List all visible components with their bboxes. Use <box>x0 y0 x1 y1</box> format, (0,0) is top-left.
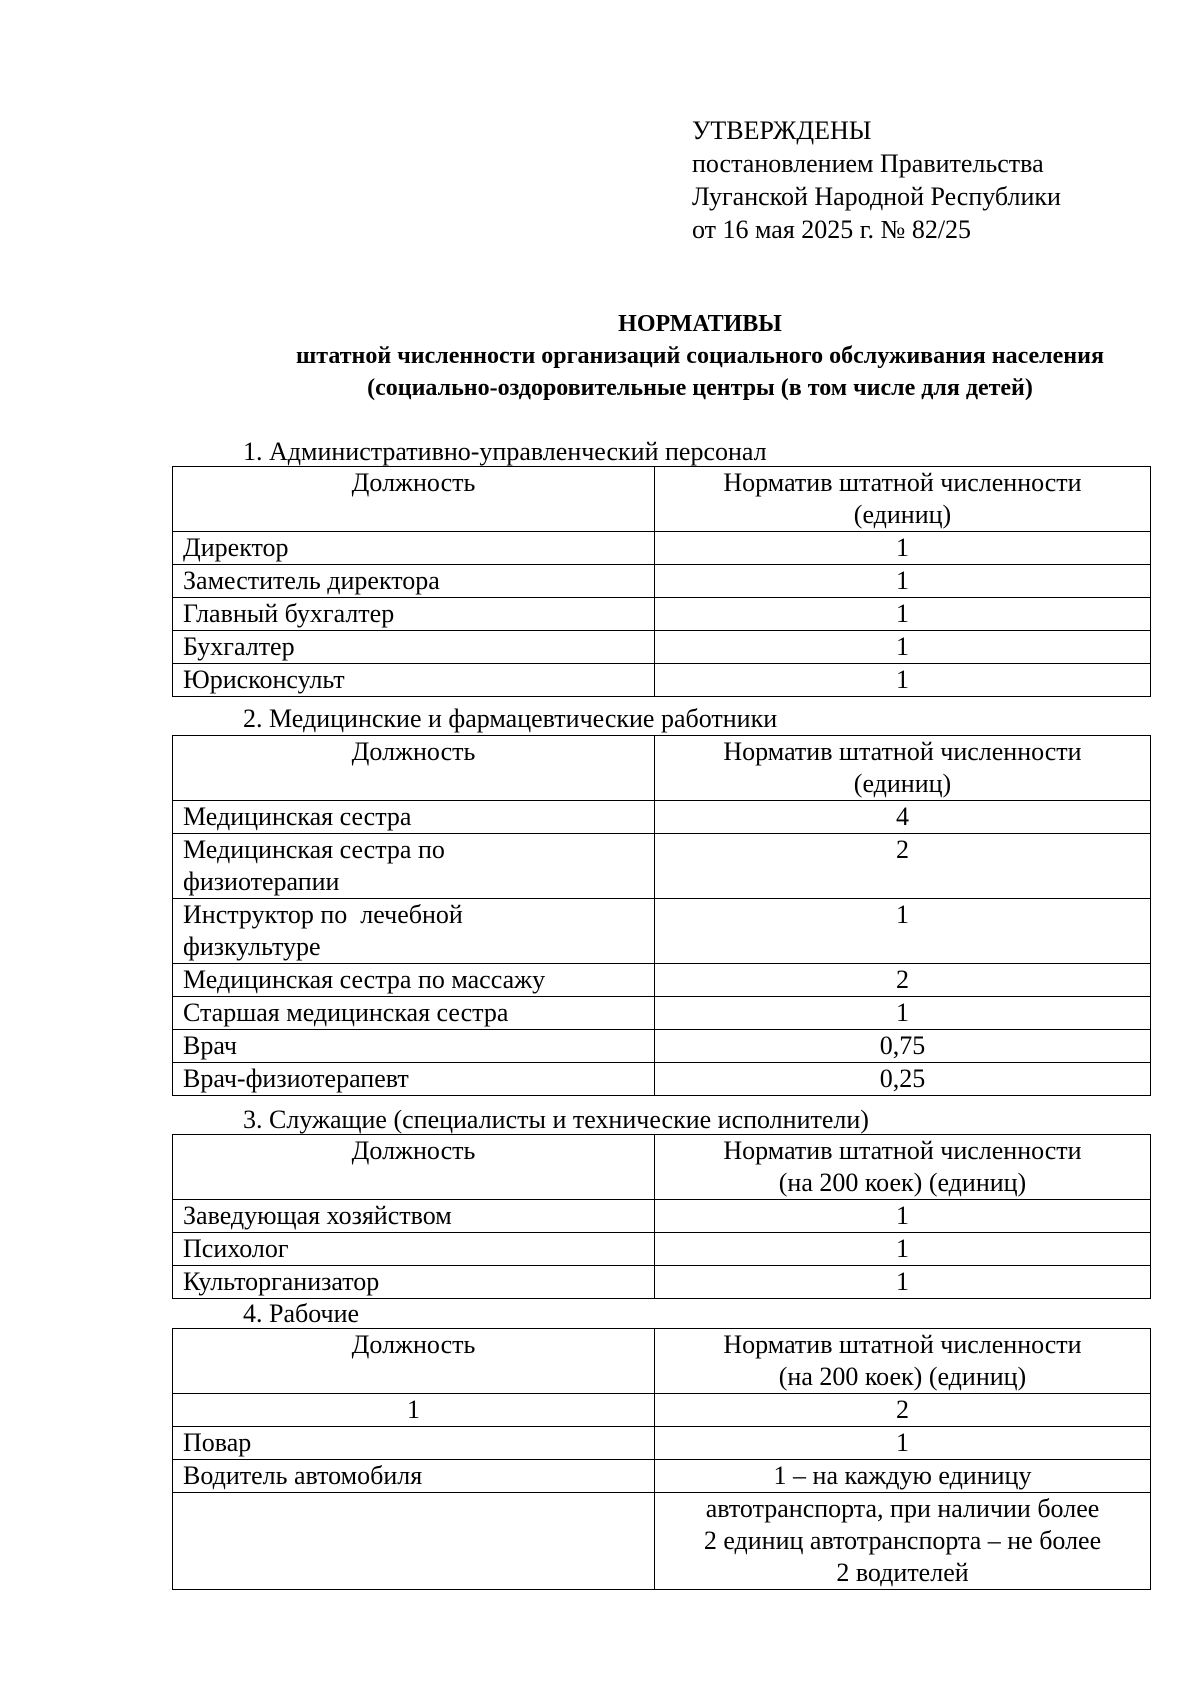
cell-position: Старшая медицинская сестра <box>173 997 655 1030</box>
table-header-row <box>173 736 1151 801</box>
section-heading-2: 2. Медицинские и фармацевтические работники <box>243 704 778 733</box>
header-norm: Норматив штатной численности (на 200 коек) (единиц) <box>655 1329 1151 1394</box>
table-header-row <box>173 467 1151 532</box>
cell-position: Бухгалтер <box>173 631 655 664</box>
approval-line-1: УТВЕРЖДЕНЫ <box>692 116 872 145</box>
table-workers <box>172 1328 1151 1590</box>
table-row <box>173 1233 1151 1266</box>
cell-position: Медицинская сестра по массажу <box>173 964 655 997</box>
cell-value: 1 <box>655 1200 1151 1233</box>
table-header-row <box>173 1329 1151 1394</box>
approval-stamp <box>692 114 1061 246</box>
cell-position: Культорганизатор <box>173 1266 655 1299</box>
cell-value: 1 <box>655 565 1151 598</box>
cell-position: Главный бухгалтер <box>173 598 655 631</box>
table-row <box>173 964 1151 997</box>
header-position: Должность <box>173 467 655 532</box>
table-row <box>173 1063 1151 1096</box>
cell-value: 1 – на каждую единицу <box>655 1460 1151 1493</box>
cell-value: 1 <box>655 631 1151 664</box>
document-title <box>160 308 1200 404</box>
cell-position: Инструктор по лечебной физкультуре <box>173 899 655 964</box>
table-header-row <box>173 1135 1151 1200</box>
table-row-continuation <box>173 1493 1151 1590</box>
cell-value: 0,25 <box>655 1063 1151 1096</box>
table-row <box>173 565 1151 598</box>
cell-position: Медицинская сестра по физиотерапии <box>173 834 655 899</box>
cell-value-continuation: автотранспорта, при наличии более 2 единиц автотранспорта – не более 2 водителей <box>655 1493 1151 1590</box>
header-norm: Норматив штатной численности (единиц) <box>655 736 1151 801</box>
table-row <box>173 801 1151 834</box>
header-norm: Норматив штатной численности (на 200 коек) (единиц) <box>655 1135 1151 1200</box>
table-row <box>173 997 1151 1030</box>
cell-value: 1 <box>655 532 1151 565</box>
table-row <box>173 1460 1151 1493</box>
cell-value: 2 <box>655 834 1151 899</box>
cell-value: 4 <box>655 801 1151 834</box>
cell-value: 1 <box>655 1427 1151 1460</box>
column-number-2: 2 <box>655 1394 1151 1427</box>
header-position: Должность <box>173 1135 655 1200</box>
table-employees <box>172 1134 1151 1299</box>
cell-value: 2 <box>655 964 1151 997</box>
cell-position: Заместитель директора <box>173 565 655 598</box>
approval-line-3: Луганской Народной Республики <box>692 182 1061 211</box>
column-number-row <box>173 1394 1151 1427</box>
title-line-2: штатной численности организаций социального обслуживания населения <box>296 343 1104 369</box>
cell-position: Психолог <box>173 1233 655 1266</box>
table-row <box>173 1266 1151 1299</box>
cell-position: Водитель автомобиля <box>173 1460 655 1493</box>
cell-position: Повар <box>173 1427 655 1460</box>
cell-value: 1 <box>655 664 1151 697</box>
approval-line-2: постановлением Правительства <box>692 149 1044 178</box>
table-row <box>173 1200 1151 1233</box>
section-heading-4: 4. Рабочие <box>243 1299 360 1328</box>
table-row <box>173 598 1151 631</box>
cell-value: 1 <box>655 1266 1151 1299</box>
cell-value: 1 <box>655 899 1151 964</box>
table-medical-staff <box>172 735 1151 1096</box>
header-norm: Норматив штатной численности (единиц) <box>655 467 1151 532</box>
table-row <box>173 532 1151 565</box>
title-line-3: (социально-оздоровительные центры (в том числе для детей) <box>367 375 1033 401</box>
cell-position: Врач <box>173 1030 655 1063</box>
header-position: Должность <box>173 736 655 801</box>
header-position: Должность <box>173 1329 655 1394</box>
section-heading-3: 3. Служащие (специалисты и технические исполнители) <box>243 1105 869 1134</box>
section-heading-1: 1. Административно-управленческий персонал <box>243 437 767 466</box>
table-row <box>173 1427 1151 1460</box>
table-admin-staff <box>172 466 1151 697</box>
approval-line-4: от 16 мая 2025 г. № 82/25 <box>692 215 972 244</box>
table-row <box>173 1030 1151 1063</box>
cell-value: 0,75 <box>655 1030 1151 1063</box>
cell-position: Медицинская сестра <box>173 801 655 834</box>
cell-position: Юрисконсульт <box>173 664 655 697</box>
table-row <box>173 631 1151 664</box>
cell-value: 1 <box>655 1233 1151 1266</box>
table-row <box>173 664 1151 697</box>
cell-value: 1 <box>655 997 1151 1030</box>
cell-position-empty <box>173 1493 655 1590</box>
cell-value: 1 <box>655 598 1151 631</box>
cell-position: Врач-физиотерапевт <box>173 1063 655 1096</box>
table-row <box>173 899 1151 964</box>
cell-position: Заведующая хозяйством <box>173 1200 655 1233</box>
title-line-1: НОРМАТИВЫ <box>618 311 782 337</box>
table-row <box>173 834 1151 899</box>
cell-position: Директор <box>173 532 655 565</box>
column-number-1: 1 <box>173 1394 655 1427</box>
